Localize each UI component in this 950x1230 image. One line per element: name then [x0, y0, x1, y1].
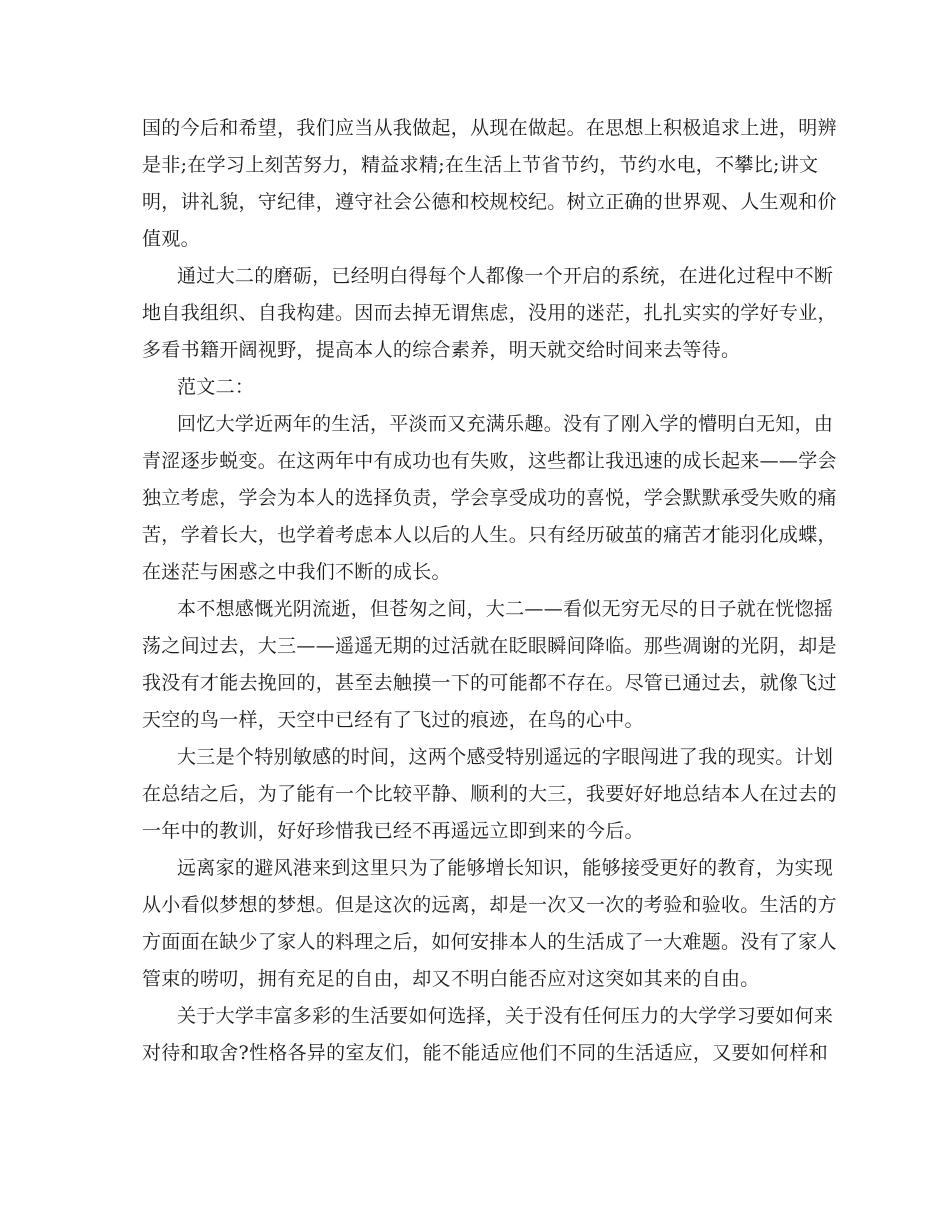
text-line: 多看书籍开阔视野，提高本人的综合素养，明天就交给时间来去等待。	[142, 339, 741, 361]
text-line: 在迷茫与困惑之中我们不断的成长。	[142, 561, 451, 583]
document-body	[142, 110, 837, 1072]
text-line: 管束的唠叨，拥有充足的自由，却又不明白能否应对这突如其来的自由。	[142, 968, 760, 990]
text-line: 从小看似梦想的梦想。但是这次的远离，却是一次又一次的考验和验收。生活的方	[142, 894, 837, 916]
text-line: 值观。	[142, 228, 200, 250]
text-line: 天空的鸟一样，天空中已经有了飞过的痕迹，在鸟的心中。	[142, 709, 644, 731]
text-line: 国的今后和希望，我们应当从我做起，从现在做起。在思想上积极追求上进，明辨	[142, 117, 837, 139]
paragraph-first-line: 回忆大学近两年的生活，平淡而又充满乐趣。没有了刚入学的懵明白无知，由	[177, 413, 834, 435]
text-line: 我没有才能去挽回的，甚至去触摸一下的可能都不存在。尽管已通过去，就像飞过	[142, 672, 837, 694]
text-line: 地自我组织、自我构建。因而去掉无谓焦虑，没用的迷茫，扎扎实实的学好专业，	[142, 302, 837, 324]
section-heading: 范文二：	[177, 376, 255, 398]
paragraph-first-line: 关于大学丰富多彩的生活要如何选择，关于没有任何压力的大学学习要如何来	[177, 1005, 834, 1027]
text-line: 明，讲礼貌，守纪律，遵守社会公德和校规校纪。树立正确的世界观、人生观和价	[142, 191, 837, 213]
paragraph-first-line: 通过大二的磨砺，已经明白得每个人都像一个开启的系统，在进化过程中不断	[177, 265, 834, 287]
text-line: 对待和取舍?性格各异的室友们，能不能适应他们不同的生活适应，又要如何样和	[142, 1042, 828, 1064]
text-line: 在总结之后，为了能有一个比较平静、顺利的大三，我要好好地总结本人在过去的	[142, 783, 837, 805]
text-line: 青涩逐步蜕变。在这两年中有成功也有失败，这些都让我迅速的成长起来——学会	[142, 450, 837, 472]
text-line: 是非;在学习上刻苦努力，精益求精;在生活上节省节约，节约水电，不攀比;讲文	[142, 154, 819, 176]
text-line: 一年中的教训，好好珍惜我已经不再遥远立即到来的今后。	[142, 820, 644, 842]
paragraph-first-line: 远离家的避风港来到这里只为了能够增长知识，能够接受更好的教育，为实现	[177, 857, 834, 879]
text-line: 独立考虑，学会为本人的选择负责，学会享受成功的喜悦，学会默默承受失败的痛	[142, 487, 837, 509]
text-line: 荡之间过去，大三——遥遥无期的过活就在眨眼瞬间降临。那些凋谢的光阴，却是	[142, 635, 837, 657]
paragraph-first-line: 本不想感慨光阴流逝，但苍匆之间，大二——看似无穷无尽的日子就在恍惚摇	[177, 598, 834, 620]
text-line: 方面面在缺少了家人的料理之后，如何安排本人的生活成了一大难题。没有了家人	[142, 931, 837, 953]
text-line: 苦，学着长大，也学着考虑本人以后的人生。只有经历破茧的痛苦才能羽化成蝶，	[142, 524, 837, 546]
paragraph-first-line: 大三是个特别敏感的时间，这两个感受特别遥远的字眼闯进了我的现实。计划	[177, 746, 834, 768]
